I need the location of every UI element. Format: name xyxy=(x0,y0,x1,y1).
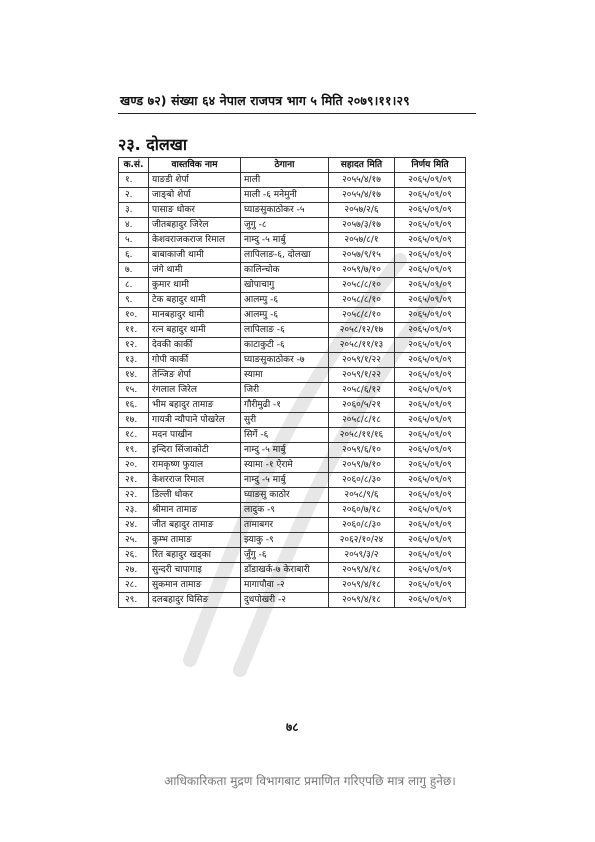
cell-serial: ७. xyxy=(119,263,149,278)
cell-serial: १. xyxy=(119,173,149,188)
col-decision-date-header: निर्णय मिति xyxy=(395,158,466,173)
cell-name: जाङ्बो शेर्पा xyxy=(149,188,241,203)
cell-martyrdom-date: २०५९/३/२ xyxy=(329,548,395,563)
cell-address: नाम्दु -५ मार्बु xyxy=(241,473,329,488)
cell-martyrdom-date: २०५९/४/१८ xyxy=(329,593,395,608)
cell-serial: २६. xyxy=(119,548,149,563)
table-row xyxy=(119,338,466,353)
cell-serial: २. xyxy=(119,188,149,203)
cell-martyrdom-date: २०५९/६/१० xyxy=(329,443,395,458)
cell-decision-date: २०६५/०९/०९ xyxy=(395,428,466,443)
cell-martyrdom-date: २०५८/९/६ xyxy=(329,488,395,503)
cell-martyrdom-date: २०५९/१/२२ xyxy=(329,368,395,383)
cell-name: टेक बहादुर थामी xyxy=(149,293,241,308)
page-number: ७८ xyxy=(286,720,299,734)
cell-decision-date: २०६५/०९/०९ xyxy=(395,188,466,203)
cell-decision-date: २०६५/०९/०९ xyxy=(395,518,466,533)
cell-martyrdom-date: २०५७/३/१७ xyxy=(329,218,395,233)
cell-martyrdom-date: २०५८/८/१० xyxy=(329,308,395,323)
table-row xyxy=(119,173,466,188)
col-name-header: वास्तविक नाम xyxy=(149,158,241,173)
cell-decision-date: २०६५/०९/०९ xyxy=(395,533,466,548)
cell-address: गौरीमुढी -१ xyxy=(241,398,329,413)
table-row xyxy=(119,218,466,233)
cell-martyrdom-date: २०५८/११/१६ xyxy=(329,428,395,443)
martyrs-table xyxy=(118,157,466,608)
table-row xyxy=(119,368,466,383)
table-row xyxy=(119,188,466,203)
cell-address: लापिलाङ -६ xyxy=(241,323,329,338)
cell-serial: २३. xyxy=(119,503,149,518)
cell-decision-date: २०६५/०९/०९ xyxy=(395,398,466,413)
cell-serial: १९. xyxy=(119,443,149,458)
cell-address: घ्याङसुकाठोकर -५ xyxy=(241,203,329,218)
cell-name: रंगलाल जिरेल xyxy=(149,383,241,398)
cell-name: पासाङ धोकर xyxy=(149,203,241,218)
cell-decision-date: २०६५/०९/०९ xyxy=(395,368,466,383)
cell-name: रत्न बहादुर थामी xyxy=(149,323,241,338)
cell-decision-date: २०६५/०९/०९ xyxy=(395,473,466,488)
cell-serial: २५. xyxy=(119,533,149,548)
cell-decision-date: २०६५/०९/०९ xyxy=(395,443,466,458)
cell-decision-date: २०६५/०९/०९ xyxy=(395,218,466,233)
cell-decision-date: २०६५/०९/०९ xyxy=(395,203,466,218)
cell-address: तामाबगर xyxy=(241,518,329,533)
cell-decision-date: २०६५/०९/०९ xyxy=(395,458,466,473)
cell-name: जीतबहादुर जिरेल xyxy=(149,218,241,233)
cell-serial: ११. xyxy=(119,323,149,338)
cell-serial: १३. xyxy=(119,353,149,368)
cell-name: जंगे थामी xyxy=(149,263,241,278)
table-row xyxy=(119,503,466,518)
col-martyrdom-date-header: सहादत मिति xyxy=(329,158,395,173)
cell-martyrdom-date: २०५८/८/१० xyxy=(329,278,395,293)
cell-serial: २०. xyxy=(119,458,149,473)
table-row xyxy=(119,458,466,473)
table-row xyxy=(119,323,466,338)
cell-address: घ्याङसु काठोर xyxy=(241,488,329,503)
cell-serial: ४. xyxy=(119,218,149,233)
cell-name: इन्दिरा सिंजाकोटी xyxy=(149,443,241,458)
cell-martyrdom-date: २०५९/४/१८ xyxy=(329,578,395,593)
table-body xyxy=(119,173,466,608)
table-row xyxy=(119,383,466,398)
cell-martyrdom-date: २०५८/८/१८ xyxy=(329,413,395,428)
cell-serial: ५. xyxy=(119,233,149,248)
table-row xyxy=(119,308,466,323)
cell-martyrdom-date: २०५५/४/१७ xyxy=(329,188,395,203)
cell-martyrdom-date: २०६२/१०/२४ xyxy=(329,533,395,548)
table-row xyxy=(119,443,466,458)
cell-decision-date: २०६५/०९/०९ xyxy=(395,578,466,593)
cell-name: मानबहादुर थामी xyxy=(149,308,241,323)
table-row xyxy=(119,488,466,503)
cell-serial: १८. xyxy=(119,428,149,443)
cell-name: भीम बहादुर तामाङ xyxy=(149,398,241,413)
cell-martyrdom-date: २०५७/२/६ xyxy=(329,203,395,218)
gazette-header: खण्ड ७२) संख्या ६४ नेपाल राजपत्र भाग ५ मिति २०७९।११।२९ xyxy=(120,93,410,108)
footer-note: आधिकारिकता मुद्रण विभागबाट प्रमाणित गरिएपछि मात्र लागु हुनेछ। xyxy=(164,774,456,788)
cell-martyrdom-date: २०५८/६/१२ xyxy=(329,383,395,398)
cell-serial: ३. xyxy=(119,203,149,218)
cell-name: जीत बहादुर तामाङ xyxy=(149,518,241,533)
cell-martyrdom-date: २०५८/८/१० xyxy=(329,293,395,308)
cell-martyrdom-date: २०५९/४/१८ xyxy=(329,563,395,578)
cell-address: स्यामा -१ ऐरामे xyxy=(241,458,329,473)
cell-address: नाम्दु -५ मार्बु xyxy=(241,233,329,248)
cell-address: जुँगु -६ xyxy=(241,548,329,563)
cell-address: लादुक -९ xyxy=(241,503,329,518)
col-address-header: ठेगाना xyxy=(241,158,329,173)
table-row xyxy=(119,473,466,488)
cell-name: याङडी शेर्पा xyxy=(149,173,241,188)
cell-name: दलबहादुर घिसिङ xyxy=(149,593,241,608)
table-row xyxy=(119,563,466,578)
cell-address: सुरी xyxy=(241,413,329,428)
table-row xyxy=(119,278,466,293)
cell-decision-date: २०६५/०९/०९ xyxy=(395,278,466,293)
table-row xyxy=(119,578,466,593)
cell-martyrdom-date: २०५९/७/१० xyxy=(329,458,395,473)
cell-decision-date: २०६५/०९/०९ xyxy=(395,293,466,308)
cell-martyrdom-date: २०५८/११/१३ xyxy=(329,338,395,353)
table-row xyxy=(119,353,466,368)
cell-name: सुकमान तामाङ xyxy=(149,578,241,593)
table-row xyxy=(119,203,466,218)
cell-serial: २१. xyxy=(119,473,149,488)
cell-decision-date: २०६५/०९/०९ xyxy=(395,173,466,188)
cell-address: जुगु -८ xyxy=(241,218,329,233)
col-serial-header: क.सं. xyxy=(119,158,149,173)
cell-name: सुन्दरी चापागाइ xyxy=(149,563,241,578)
cell-decision-date: २०६५/०९/०९ xyxy=(395,323,466,338)
cell-address: खोपाचागु xyxy=(241,278,329,293)
table-row xyxy=(119,248,466,263)
cell-name: कुम्भ तामाङ xyxy=(149,533,241,548)
cell-decision-date: २०६५/०९/०९ xyxy=(395,353,466,368)
cell-serial: १६. xyxy=(119,398,149,413)
cell-decision-date: २०६५/०९/०९ xyxy=(395,233,466,248)
cell-serial: ८. xyxy=(119,278,149,293)
cell-serial: १०. xyxy=(119,308,149,323)
table-row xyxy=(119,428,466,443)
table-row xyxy=(119,413,466,428)
cell-address: दुधपोखरी -२ xyxy=(241,593,329,608)
cell-serial: ६. xyxy=(119,248,149,263)
cell-name: गोपी कार्की xyxy=(149,353,241,368)
header-rule xyxy=(118,113,476,114)
cell-name: रामकृष्ण फुयाल xyxy=(149,458,241,473)
cell-name: रित बहादुर खड्का xyxy=(149,548,241,563)
cell-address: आलम्पु -६ xyxy=(241,308,329,323)
cell-name: केशरराज रिमाल xyxy=(149,473,241,488)
cell-serial: २७. xyxy=(119,563,149,578)
table-row xyxy=(119,548,466,563)
cell-martyrdom-date: २०५७/९/१५ xyxy=(329,248,395,263)
cell-address: लापिलाङ-६, दोलखा xyxy=(241,248,329,263)
cell-address: घ्याङसुकाठोकर -७ xyxy=(241,353,329,368)
table-row xyxy=(119,518,466,533)
cell-address: माली xyxy=(241,173,329,188)
cell-decision-date: २०६५/०९/०९ xyxy=(395,593,466,608)
cell-martyrdom-date: २०५९/७/१० xyxy=(329,263,395,278)
cell-decision-date: २०६५/०९/०९ xyxy=(395,383,466,398)
cell-address: माली -६ मनेमुनी xyxy=(241,188,329,203)
cell-address: नाम्दु -५ मार्बु xyxy=(241,443,329,458)
cell-decision-date: २०६५/०९/०९ xyxy=(395,308,466,323)
cell-decision-date: २०६५/०९/०९ xyxy=(395,248,466,263)
cell-martyrdom-date: २०५७/८/१ xyxy=(329,233,395,248)
cell-address: मागापौवा -२ xyxy=(241,578,329,593)
table-row xyxy=(119,398,466,413)
cell-decision-date: २०६५/०९/०९ xyxy=(395,563,466,578)
cell-serial: १४. xyxy=(119,368,149,383)
cell-decision-date: २०६५/०९/०९ xyxy=(395,488,466,503)
cell-address: झ्याकु -९ xyxy=(241,533,329,548)
cell-serial: १५. xyxy=(119,383,149,398)
table-row xyxy=(119,593,466,608)
cell-decision-date: २०६५/०९/०९ xyxy=(395,263,466,278)
table-row xyxy=(119,263,466,278)
table-row xyxy=(119,293,466,308)
cell-name: गायत्री न्यौपाने पोखरेल xyxy=(149,413,241,428)
cell-martyrdom-date: २०५८/१२/१७ xyxy=(329,323,395,338)
section-title: २३. दोलखा xyxy=(118,135,188,154)
cell-address: स्यामा xyxy=(241,368,329,383)
cell-decision-date: २०६५/०९/०९ xyxy=(395,548,466,563)
table-row xyxy=(119,533,466,548)
cell-address: सिर्गे -६ xyxy=(241,428,329,443)
cell-serial: २२. xyxy=(119,488,149,503)
table-row xyxy=(119,233,466,248)
cell-decision-date: २०६५/०९/०९ xyxy=(395,413,466,428)
cell-martyrdom-date: २०५५/४/१७ xyxy=(329,173,395,188)
cell-martyrdom-date: २०५९/१/२२ xyxy=(329,353,395,368)
cell-address: काटाकुटी -६ xyxy=(241,338,329,353)
cell-martyrdom-date: २०६०/८/३० xyxy=(329,473,395,488)
cell-serial: ९. xyxy=(119,293,149,308)
cell-martyrdom-date: २०६०/५/२१ xyxy=(329,398,395,413)
cell-serial: १७. xyxy=(119,413,149,428)
cell-decision-date: २०६५/०९/०९ xyxy=(395,338,466,353)
cell-martyrdom-date: २०६०/७/१८ xyxy=(329,503,395,518)
cell-address: जिरी xyxy=(241,383,329,398)
cell-name: कुमार थामी xyxy=(149,278,241,293)
cell-decision-date: २०६५/०९/०९ xyxy=(395,503,466,518)
cell-serial: २४. xyxy=(119,518,149,533)
cell-name: बाबाकाजी थामी xyxy=(149,248,241,263)
cell-serial: २९. xyxy=(119,593,149,608)
cell-address: डाँडाखर्क-७ केराबारी xyxy=(241,563,329,578)
table-header-row xyxy=(119,158,466,173)
cell-serial: १२. xyxy=(119,338,149,353)
cell-name: केशवराजकराज रिमाल xyxy=(149,233,241,248)
cell-name: डिल्ली धोकर xyxy=(149,488,241,503)
cell-name: तेन्जिङ शेर्पा xyxy=(149,368,241,383)
cell-address: कालिन्चोक xyxy=(241,263,329,278)
cell-serial: २८. xyxy=(119,578,149,593)
cell-name: देवकी कार्की xyxy=(149,338,241,353)
cell-name: श्रीमान तामाङ xyxy=(149,503,241,518)
cell-address: आलम्पु -६ xyxy=(241,293,329,308)
cell-martyrdom-date: २०६०/८/३० xyxy=(329,518,395,533)
cell-name: मदन पाखीन xyxy=(149,428,241,443)
